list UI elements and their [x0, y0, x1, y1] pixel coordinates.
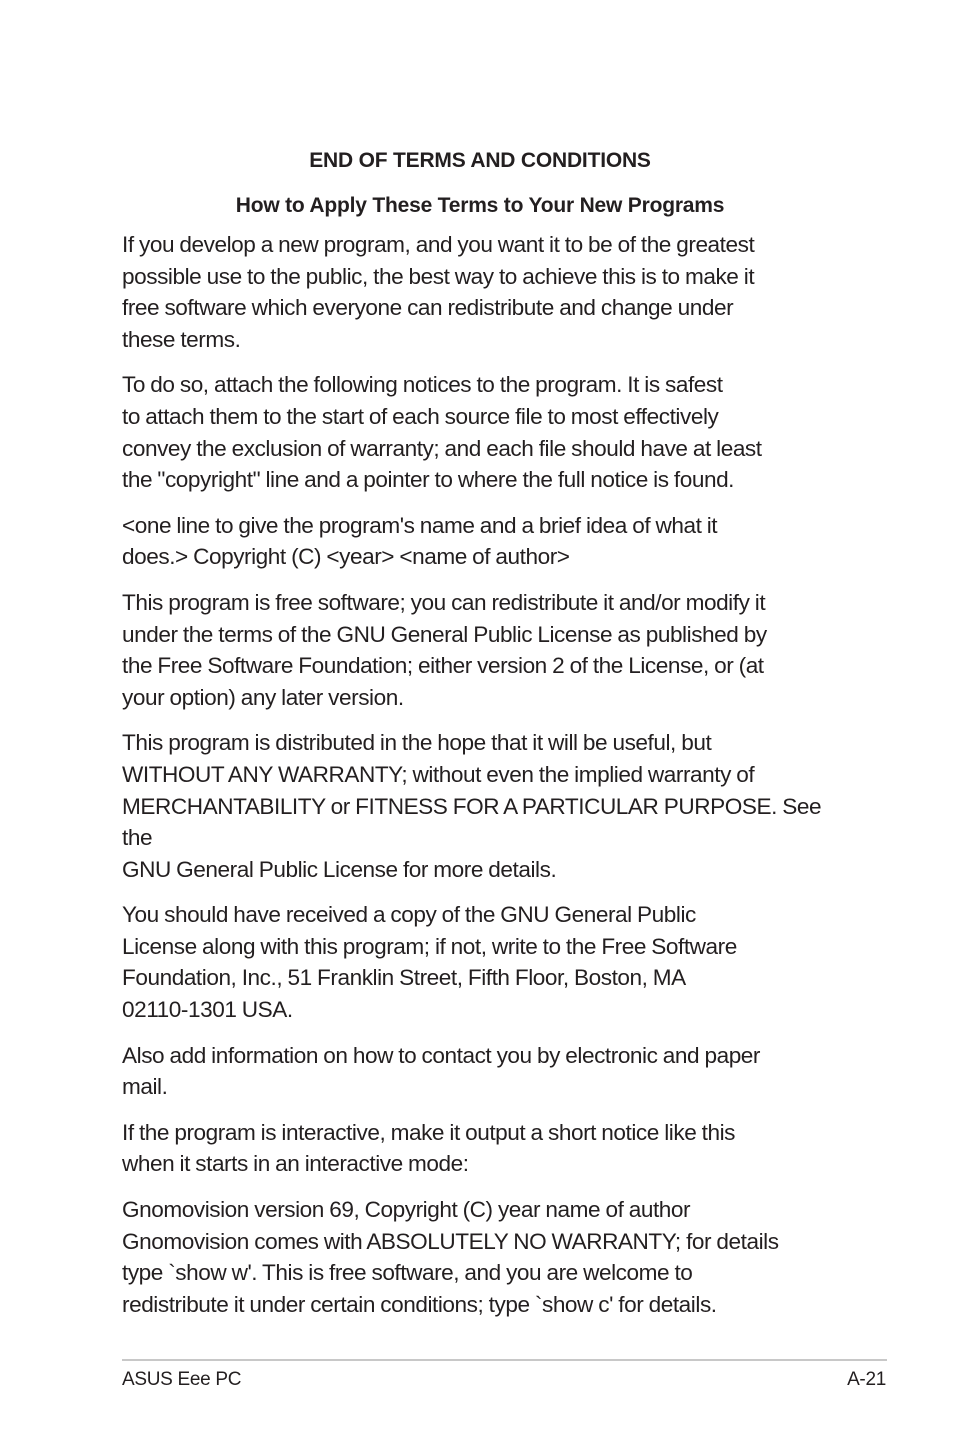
paragraph-copyright-line: <one line to give the program's name and a brief idea of what it does.> Copyright (C) <year> <name of author> — [122, 512, 718, 570]
paragraph-interactive: If the program is interactive, make it output a short notice like this when it starts in an interactive mode: — [122, 1119, 735, 1177]
footer-divider — [122, 1359, 887, 1361]
paragraph-free-software: This program is free software; you can redistribute it and/or modify it under the terms of the GNU General Public License as published by the Free Software Foundation; either version 2 of the License, or (at your option) any later version. — [122, 589, 767, 710]
paragraph-develop-program: If you develop a new program, and you want it to be of the greatest possible use to the public, the best way to achieve this is to make it free software which everyone can redistribute and change under these terms. — [122, 232, 755, 352]
footer-page-number: A-21 — [847, 1369, 886, 1390]
paragraph-attach-notices: To do so, attach the following notices to the program. It is safest to attach them to the start of each source file to most effectively convey the exclusion of warranty; and each file should have at least the "copyright" line and a pointer to where the full notice is found. — [122, 372, 762, 493]
paragraph-received-copy: You should have received a copy of the GNU General Public License along with this program; if not, write to the Free Software Foundation, Inc., 51 Franklin Street, Fifth Floor, Boston, MA 02110-1301 USA. — [122, 902, 737, 1023]
how-to-apply-heading: How to Apply These Terms to Your New Programs — [235, 194, 725, 217]
footer-product-name: ASUS Eee PC — [122, 1369, 242, 1390]
end-of-terms-heading: END OF TERMS AND CONDITIONS — [309, 149, 651, 172]
paragraph-gnomovision-notice: Gnomovision version 69, Copyright (C) year name of author Gnomovision comes with ABSOLUTELY NO WARRANTY; for details type `show w'. This is free software, and you are welcome to redistribute it under certain conditions; type `show c' for details. — [122, 1197, 779, 1317]
paragraph-no-warranty: This program is distributed in the hope that it will be useful, but WITHOUT ANY WARRANTY; without even the implied warranty of MERCHANTABILITY or FITNESS FOR A PARTICULAR PURPOSE. See the GNU General Public License for more details. — [122, 730, 822, 882]
license-body — [122, 229, 846, 1334]
paragraph-contact-info: Also add information on how to contact you by electronic and paper mail. — [122, 1042, 761, 1100]
